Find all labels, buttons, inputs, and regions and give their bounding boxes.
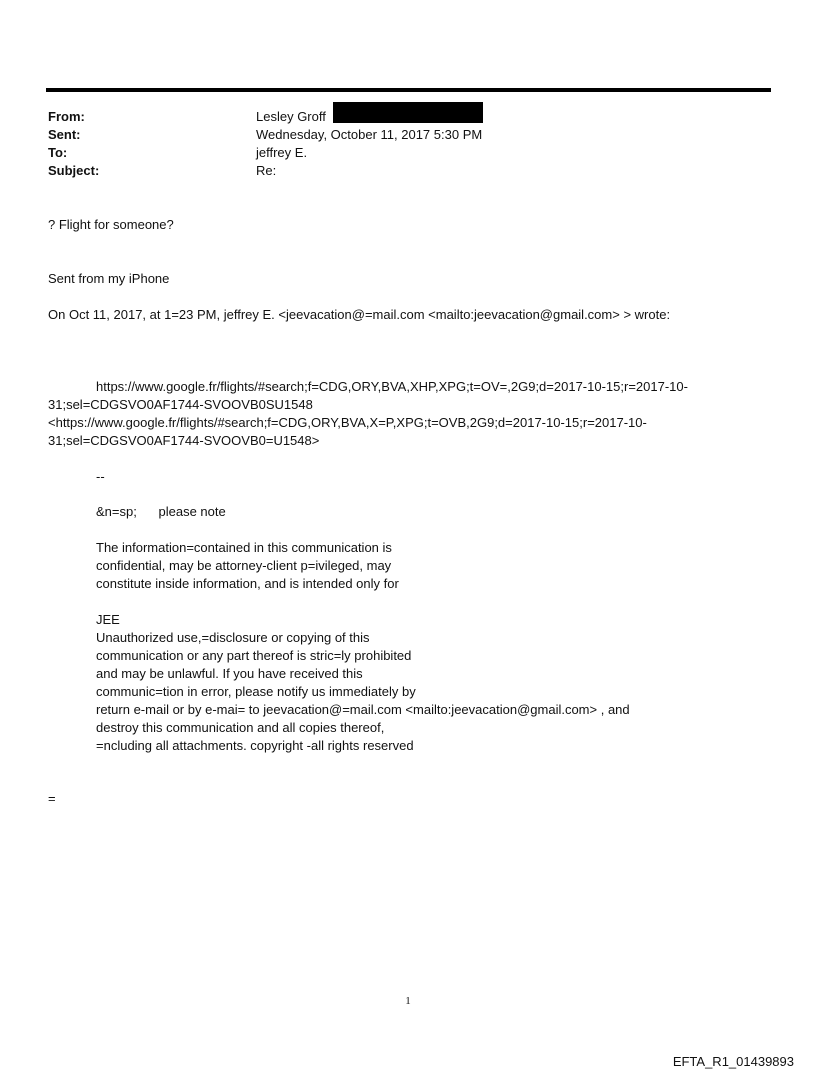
confidential-line: confidential, may be attorney-client p=ivileged, may [96, 558, 392, 573]
to-label: To: [48, 145, 68, 160]
sent-label: Sent: [48, 127, 81, 142]
unauthorized-line: destroy this communication and all copies thereof, [96, 720, 385, 735]
unauthorized-line: communication or any part thereof is stric=ly prohibited [96, 648, 412, 663]
flight-url-line1: https://www.google.fr/flights/#search;f=CDG,ORY,BVA,XHP,XPG;t=OV=,2G9;d=2017-10-15;r=2017-10- [96, 379, 688, 394]
confidential-notice [96, 539, 656, 593]
trailing-equals: = [48, 791, 56, 806]
jee-label: JEE [96, 612, 120, 627]
quote-header: On Oct 11, 2017, at 1=23 PM, jeffrey E. <jeevacation@=mail.com <mailto:jeevacation@gmail.com> > wrote: [48, 307, 671, 322]
header-rule [46, 88, 771, 92]
signature-dashes: -- [96, 469, 105, 484]
unauthorized-line: Unauthorized use,=disclosure or copying of this [96, 630, 370, 645]
unauthorized-line: =ncluding all attachments. copyright -all rights reserved [96, 738, 414, 753]
sent-from-text: Sent from my iPhone [48, 271, 170, 286]
question-text: ? Flight for someone? [48, 217, 174, 232]
please-note: &n=sp; please note [96, 504, 226, 519]
flight-url-line2: 31;sel=CDGSVO0AF1744-SVOOVB0SU1548 [48, 397, 313, 412]
to-value: jeffrey E. [256, 145, 308, 160]
unauthorized-notice [96, 629, 656, 755]
subject-label: Subject: [48, 163, 100, 178]
unauthorized-line: return e-mail or by e-mai= to jeevacation@=mail.com <mailto:jeevacation@gmail.com> , and [96, 702, 630, 717]
page-number: 1 [405, 995, 411, 1007]
flight-link-line2: 31;sel=CDGSVO0AF1744-SVOOVB0=U1548> [48, 433, 320, 448]
unauthorized-line: communic=tion in error, please notify us immediately by [96, 684, 416, 699]
redaction-box [333, 102, 483, 123]
from-label: From: [48, 109, 85, 124]
confidential-line: constitute inside information, and is intended only for [96, 576, 399, 591]
confidential-line: The information=contained in this communication is [96, 540, 392, 555]
flight-link-line1: <https://www.google.fr/flights/#search;f=CDG,ORY,BVA,X=P,XPG;t=OVB,2G9;d=2017-10-15;r=2017-10- [48, 415, 647, 430]
sent-value: Wednesday, October 11, 2017 5:30 PM [256, 127, 483, 142]
unauthorized-line: and may be unlawful. If you have received this [96, 666, 363, 681]
subject-value: Re: [256, 163, 277, 178]
from-value: Lesley Groff [256, 109, 326, 124]
bates-number: EFTA_R1_01439893 [672, 1054, 794, 1069]
